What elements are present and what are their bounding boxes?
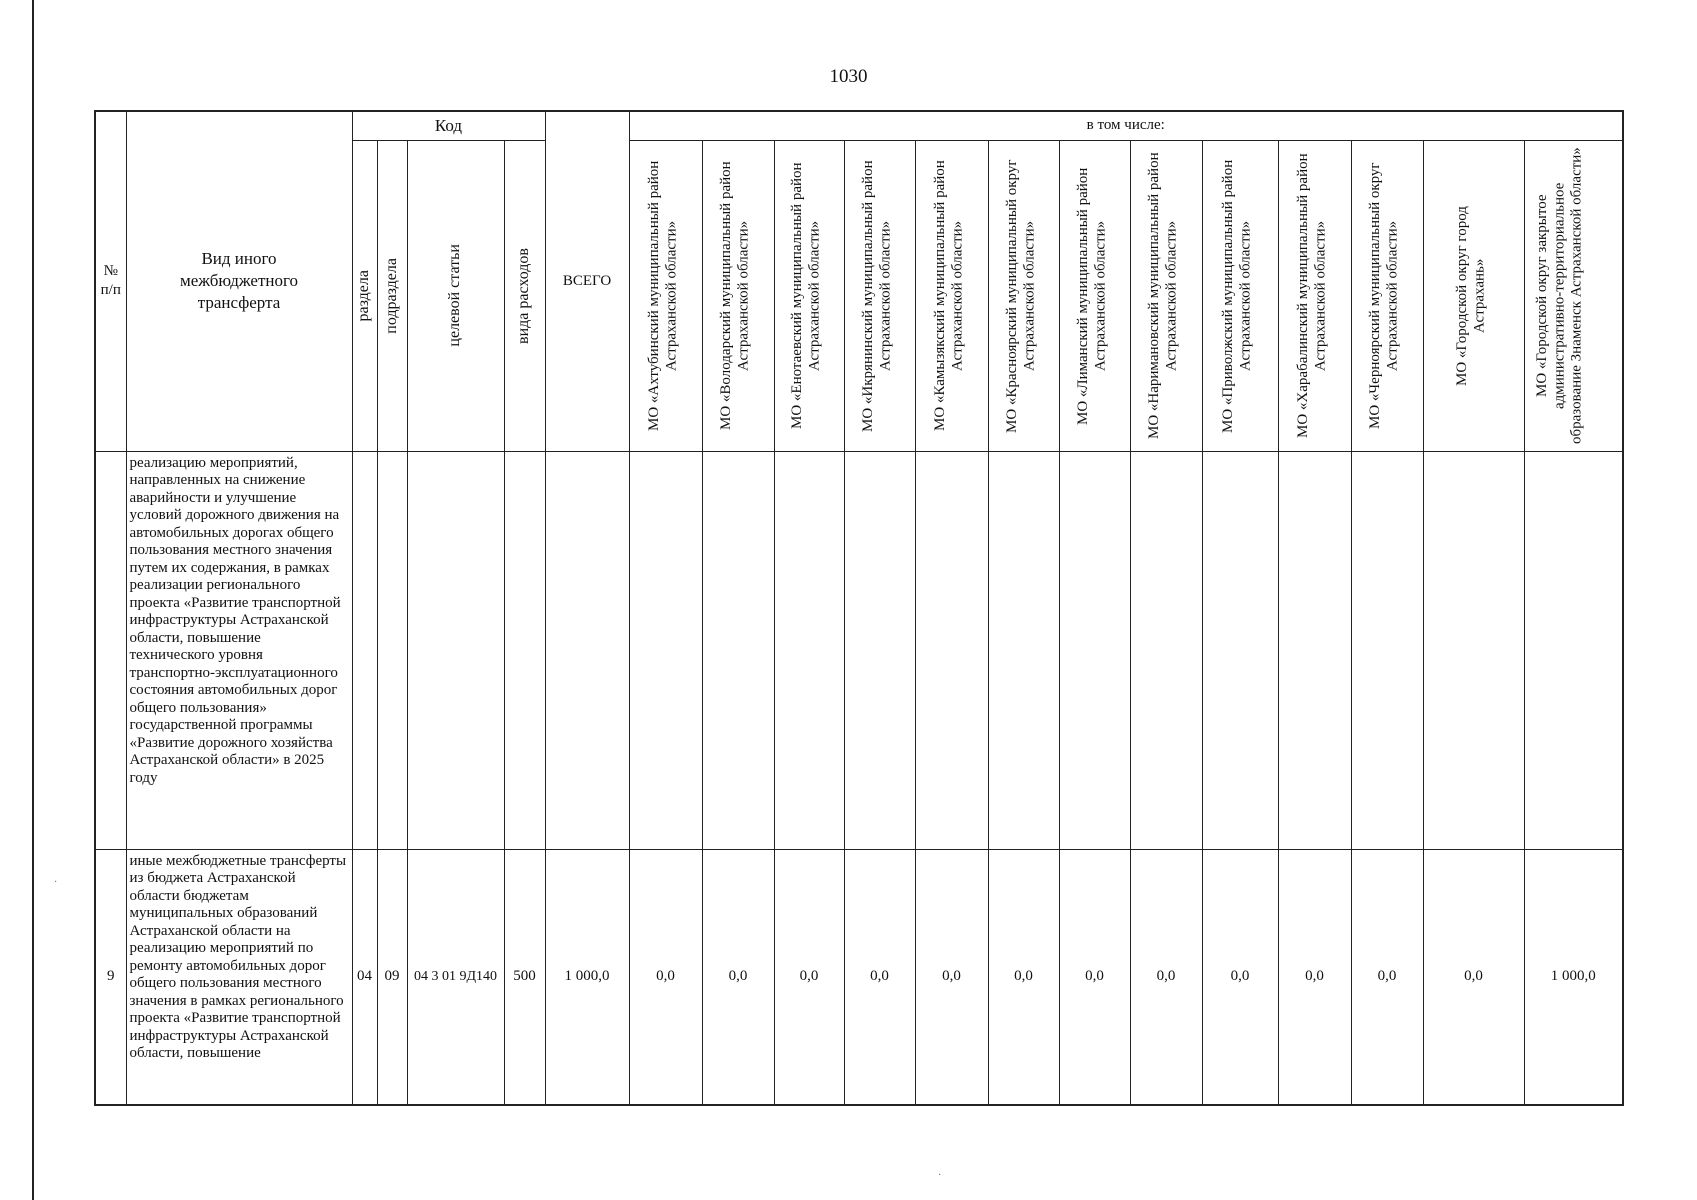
scan-speck: · [54,877,58,888]
table-row [95,849,1623,1105]
row-value: 0,0 [1130,849,1202,1105]
row-vid: 500 [504,849,545,1105]
header-mo-13: МО «Городской округ закрытое административно-территориальное образование Знаменск Астраханской области» [1524,140,1623,451]
header-mo-8: МО «Наримановский муниципальный район Астраханской области» [1130,140,1202,451]
header-mo-1: МО «Ахтубинский муниципальный район Астраханской области» [629,140,702,451]
header-row-1 [95,111,1623,140]
row-value [1130,451,1202,849]
header-mo-12: МО «Городской округ город Астрахань» [1423,140,1524,451]
header-code-vid: вида расходов [504,140,545,451]
row-value [1423,451,1524,849]
row-value [774,451,844,849]
row-celevaya: 04 3 01 9Д140 [407,849,504,1105]
row-value: 0,0 [1278,849,1351,1105]
row-num [95,451,126,849]
header-code-podrazdel: подраздела [377,140,407,451]
header-mo-7: МО «Лиманский муниципальный район Астраханской области» [1059,140,1130,451]
table-row [95,451,1623,849]
row-value [988,451,1059,849]
header-mo-3: МО «Енотаевский муниципальный район Астраханской области» [774,140,844,451]
row-value [915,451,988,849]
row-value: 0,0 [1059,849,1130,1105]
row-value: 1 000,0 [1524,849,1623,1105]
header-mo-5: МО «Камызякский муниципальный район Астраханской области» [915,140,988,451]
row-value: 0,0 [774,849,844,1105]
row-value [629,451,702,849]
row-total: 1 000,0 [545,849,629,1105]
row-podrazdel [377,451,407,849]
row-value [1524,451,1623,849]
binding-margin-line [32,0,34,1200]
header-including: в том числе: [629,111,1623,140]
row-value [1351,451,1423,849]
row-vid [504,451,545,849]
header-total: ВСЕГО [545,111,629,451]
row-total [545,451,629,849]
header-mo-10: МО «Харабалинский муниципальный район Астраханской области» [1278,140,1351,451]
header-code-celevaya: целевой статьи [407,140,504,451]
row-value: 0,0 [629,849,702,1105]
row-num: 9 [95,849,126,1105]
row-value: 0,0 [1351,849,1423,1105]
header-mo-11: МО «Черноярский муниципальный округ Астраханской области» [1351,140,1423,451]
header-num: № п/п [95,111,126,451]
transfer-table [94,110,1624,1106]
header-mo-9: МО «Приволжский муниципальный район Астраханской области» [1202,140,1278,451]
row-description: реализацию мероприятий, направленных на снижение аварийности и улучшение условий дорожного движения на автомобильных дорогах общего пользования местного значения путем их содержания, в рамках реализации регионального проекта «Развитие транспортной инфраструктуры Астраханской области, повышение технического уровня транспортно-эксплуатационного состояния автомобильных дорог общего пользования» государственной программы «Развитие дорожного хозяйства Астраханской области» в 2025 году [126,451,352,849]
row-celevaya [407,451,504,849]
row-value [702,451,774,849]
row-value [1202,451,1278,849]
row-value: 0,0 [1202,849,1278,1105]
header-mo-4: МО «Икрянинский муниципальный район Астраханской области» [844,140,915,451]
row-value [1278,451,1351,849]
row-value [844,451,915,849]
row-value: 0,0 [702,849,774,1105]
header-type: Вид иного межбюджетного трансферта [126,111,352,451]
row-description: иные межбюджетные трансферты из бюджета Астраханской области бюджетам муниципальных образований Астраханской области на реализацию мероприятий по ремонту автомобильных дорог общего пользования местного значения в рамках регионального проекта «Развитие транспортной инфраструктуры Астраханской области, повышение [126,849,352,1105]
row-razdel: 04 [352,849,377,1105]
page-number: 1030 [829,66,868,87]
row-razdel [352,451,377,849]
header-mo-6: МО «Красноярский муниципальный округ Астраханской области» [988,140,1059,451]
header-code: Код [352,111,545,140]
row-value: 0,0 [915,849,988,1105]
row-value: 0,0 [988,849,1059,1105]
header-code-razdel: раздела [352,140,377,451]
row-value [1059,451,1130,849]
row-value: 0,0 [844,849,915,1105]
scan-speck: · [938,1170,942,1181]
header-mo-2: МО «Володарский муниципальный район Астраханской области» [702,140,774,451]
row-podrazdel: 09 [377,849,407,1105]
row-value: 0,0 [1423,849,1524,1105]
